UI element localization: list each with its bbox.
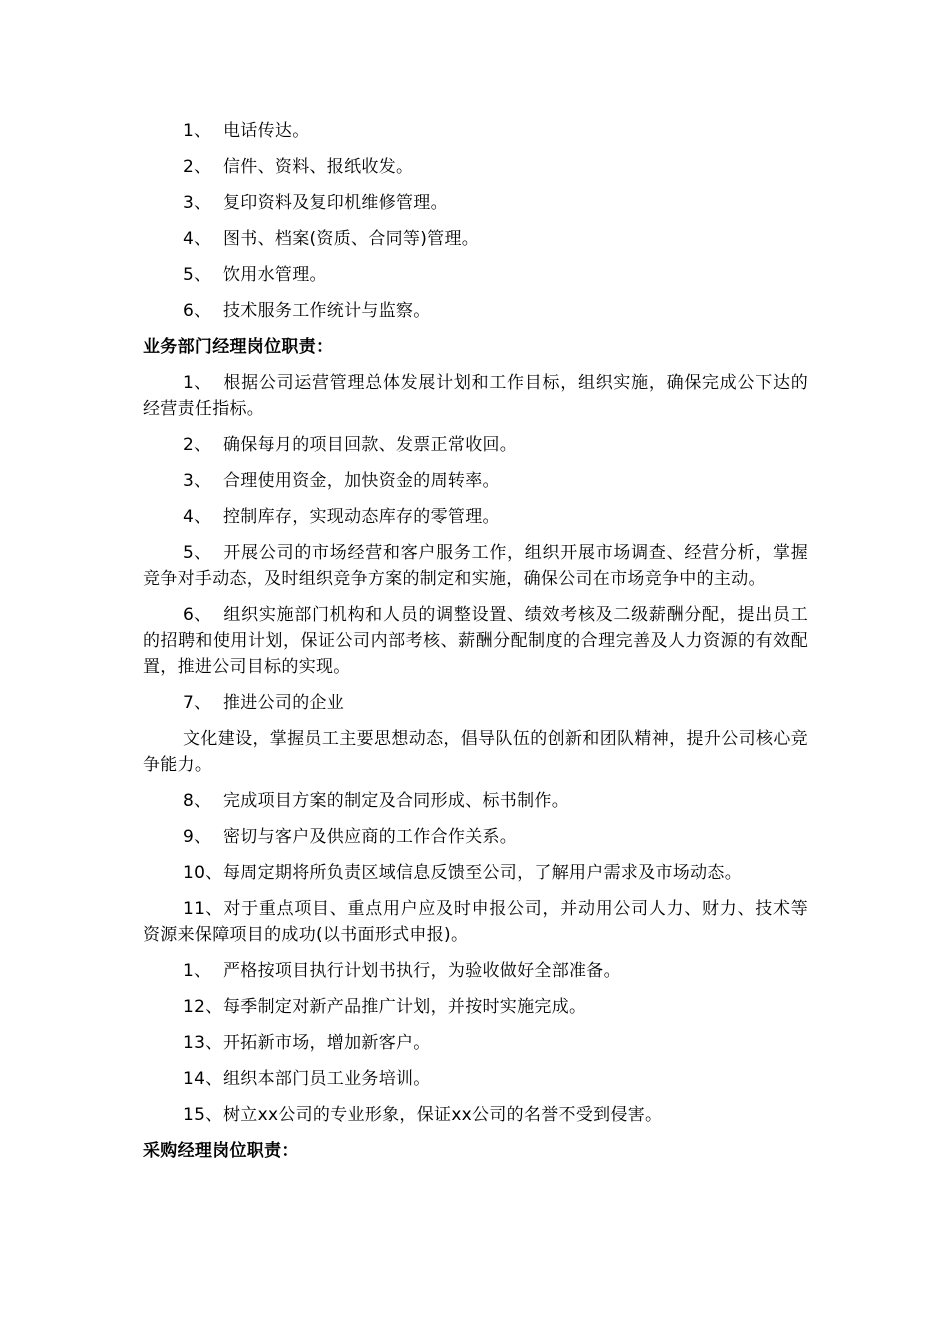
item-number: 14、: [183, 1069, 223, 1089]
item-number: 5、: [183, 265, 212, 285]
item-text: 合理使用资金，加快资金的周转率。: [223, 471, 500, 491]
item-text: 每季制定对新产品推广计划，并按时实施完成。: [223, 997, 587, 1017]
list-item: [143, 154, 808, 180]
item-number: 4、: [183, 229, 212, 249]
item-number: 6、: [183, 301, 212, 321]
item-number: 2、: [183, 435, 212, 455]
item-number: 8、: [183, 791, 212, 811]
list-item: [143, 958, 808, 984]
list-item: [143, 370, 808, 422]
list-item: [143, 226, 808, 252]
list-item: [143, 540, 808, 592]
item-number: 4、: [183, 507, 212, 527]
item-text: 复印资料及复印机维修管理。: [223, 193, 448, 213]
item-text: 组织本部门员工业务培训。: [223, 1069, 431, 1089]
list-item: [143, 118, 808, 144]
document-body: [143, 118, 808, 1174]
item-text: 对于重点项目、重点用户应及时申报公司，并动用公司人力、财力、技术等资源来保障项目的成功(以书面形式申报)。: [143, 899, 808, 945]
list-item: [143, 788, 808, 814]
item-text: 密切与客户及供应商的工作合作关系。: [223, 827, 518, 847]
item-text: 每周定期将所负责区域信息反馈至公司，了解用户需求及市场动态。: [223, 863, 742, 883]
list-item: [143, 690, 808, 716]
item-text: 严格按项目执行计划书执行，为验收做好全部准备。: [223, 961, 621, 981]
list-item: [143, 298, 808, 324]
list-item: [143, 432, 808, 458]
item-text: 树立xx公司的专业形象，保证xx公司的名誉不受到侵害。: [223, 1105, 663, 1125]
item-number: 7、: [183, 693, 212, 713]
item-number: 1、: [183, 373, 212, 393]
item-number: 13、: [183, 1033, 223, 1053]
item-text: 信件、资料、报纸收发。: [223, 157, 414, 177]
item-number: 12、: [183, 997, 223, 1017]
list-item: [143, 994, 808, 1020]
list-item: [143, 468, 808, 494]
item-number: 1、: [183, 961, 212, 981]
item-text: 控制库存，实现动态库存的零管理。: [223, 507, 500, 527]
continuation-paragraph: 文化建设，掌握员工主要思想动态，倡导队伍的创新和团队精神，提升公司核心竞争能力。: [143, 729, 808, 775]
item-text: 技术服务工作统计与监察。: [223, 301, 431, 321]
item-text: 开展公司的市场经营和客户服务工作，组织开展市场调查、经营分析，掌握竞争对手动态，及时组织竞争方案的制定和实施，确保公司在市场竞争中的主动。: [143, 543, 808, 589]
item-text: 饮用水管理。: [223, 265, 327, 285]
list-item: [143, 190, 808, 216]
item-text: 推进公司的企业: [223, 693, 345, 713]
item-text: 完成项目方案的制定及合同形成、标书制作。: [223, 791, 569, 811]
item-text: 开拓新市场，增加新客户。: [223, 1033, 431, 1053]
item-text: 电话传达。: [223, 121, 310, 141]
list-item: [143, 1066, 808, 1092]
item-text: 图书、档案(资质、合同等)管理。: [223, 229, 480, 249]
item-number: 9、: [183, 827, 212, 847]
list-item: [143, 1102, 808, 1128]
list-item: [143, 504, 808, 530]
list-item: [143, 860, 808, 886]
item-text: 根据公司运营管理总体发展计划和工作目标，组织实施，确保完成公下达的经营责任指标。: [143, 373, 808, 419]
list-item: [143, 262, 808, 288]
item-number: 5、: [183, 543, 212, 563]
section-heading-purchasing-manager: 采购经理岗位职责：: [143, 1141, 299, 1161]
item-number: 6、: [183, 605, 212, 625]
item-text: 组织实施部门机构和人员的调整设置、绩效考核及二级薪酬分配，提出员工的招聘和使用计划，保证公司内部考核、薪酬分配制度的合理完善及人力资源的有效配置，推进公司目标的实现。: [143, 605, 808, 677]
item-number: 3、: [183, 471, 212, 491]
item-number: 10、: [183, 863, 223, 883]
item-number: 1、: [183, 121, 212, 141]
item-text: 确保每月的项目回款、发票正常收回。: [223, 435, 518, 455]
list-item: [143, 602, 808, 680]
list-item: [143, 824, 808, 850]
section-heading-sales-manager: 业务部门经理岗位职责：: [143, 337, 334, 357]
list-item: [143, 896, 808, 948]
item-number: 11、: [183, 899, 223, 919]
item-number: 3、: [183, 193, 212, 213]
item-number: 15、: [183, 1105, 223, 1125]
item-number: 2、: [183, 157, 212, 177]
list-item: [143, 1030, 808, 1056]
